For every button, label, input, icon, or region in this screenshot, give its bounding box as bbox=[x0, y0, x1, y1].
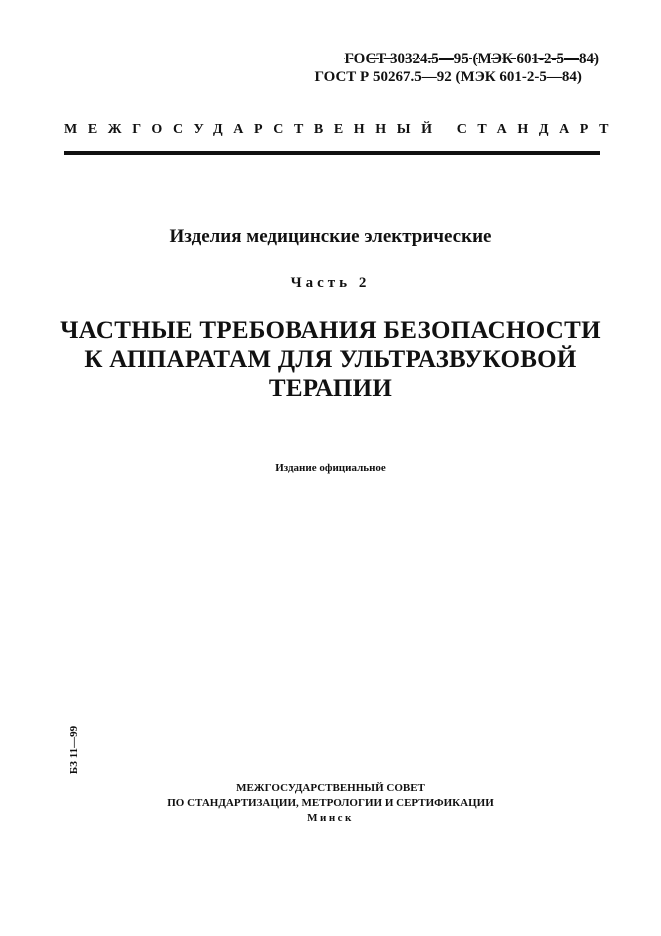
product-group-title: Изделия медицинские электрические bbox=[169, 226, 492, 247]
title-line: ТЕРАПИИ bbox=[268, 375, 393, 402]
document-title bbox=[40, 316, 621, 403]
title-line: ЧАСТНЫЕ ТРЕБОВАНИЯ БЕЗОПАСНОСТИ bbox=[60, 317, 601, 344]
publisher-city: Минск bbox=[307, 812, 354, 824]
title-line: К АППАРАТАМ ДЛЯ УЛЬТРАЗВУКОВОЙ bbox=[84, 346, 577, 373]
designation-gost-r-50267: ГОСТ Р 50267.5—92 (МЭК 601-2-5—84) bbox=[314, 69, 582, 85]
header-divider bbox=[64, 151, 600, 155]
publisher-line-2: ПО СТАНДАРТИЗАЦИИ, МЕТРОЛОГИИ И СЕРТИФИКАЦИИ bbox=[167, 797, 494, 809]
edition-label: Издание официальное bbox=[275, 462, 386, 474]
publisher-block bbox=[0, 781, 661, 826]
designation-gost-30324: ГОСТ 30324.5—95 (МЭК 601-2-5—84) bbox=[344, 51, 599, 67]
publisher-line-1: МЕЖГОСУДАРСТВЕННЫЙ СОВЕТ bbox=[236, 782, 425, 794]
side-catalog-code: БЗ 11—99 bbox=[68, 725, 80, 775]
part-label: Часть 2 bbox=[290, 275, 371, 291]
standard-designations bbox=[314, 50, 599, 86]
standard-kind-heading: МЕЖГОСУДАРСТВЕННЫЙ СТАНДАРТ bbox=[64, 122, 620, 137]
